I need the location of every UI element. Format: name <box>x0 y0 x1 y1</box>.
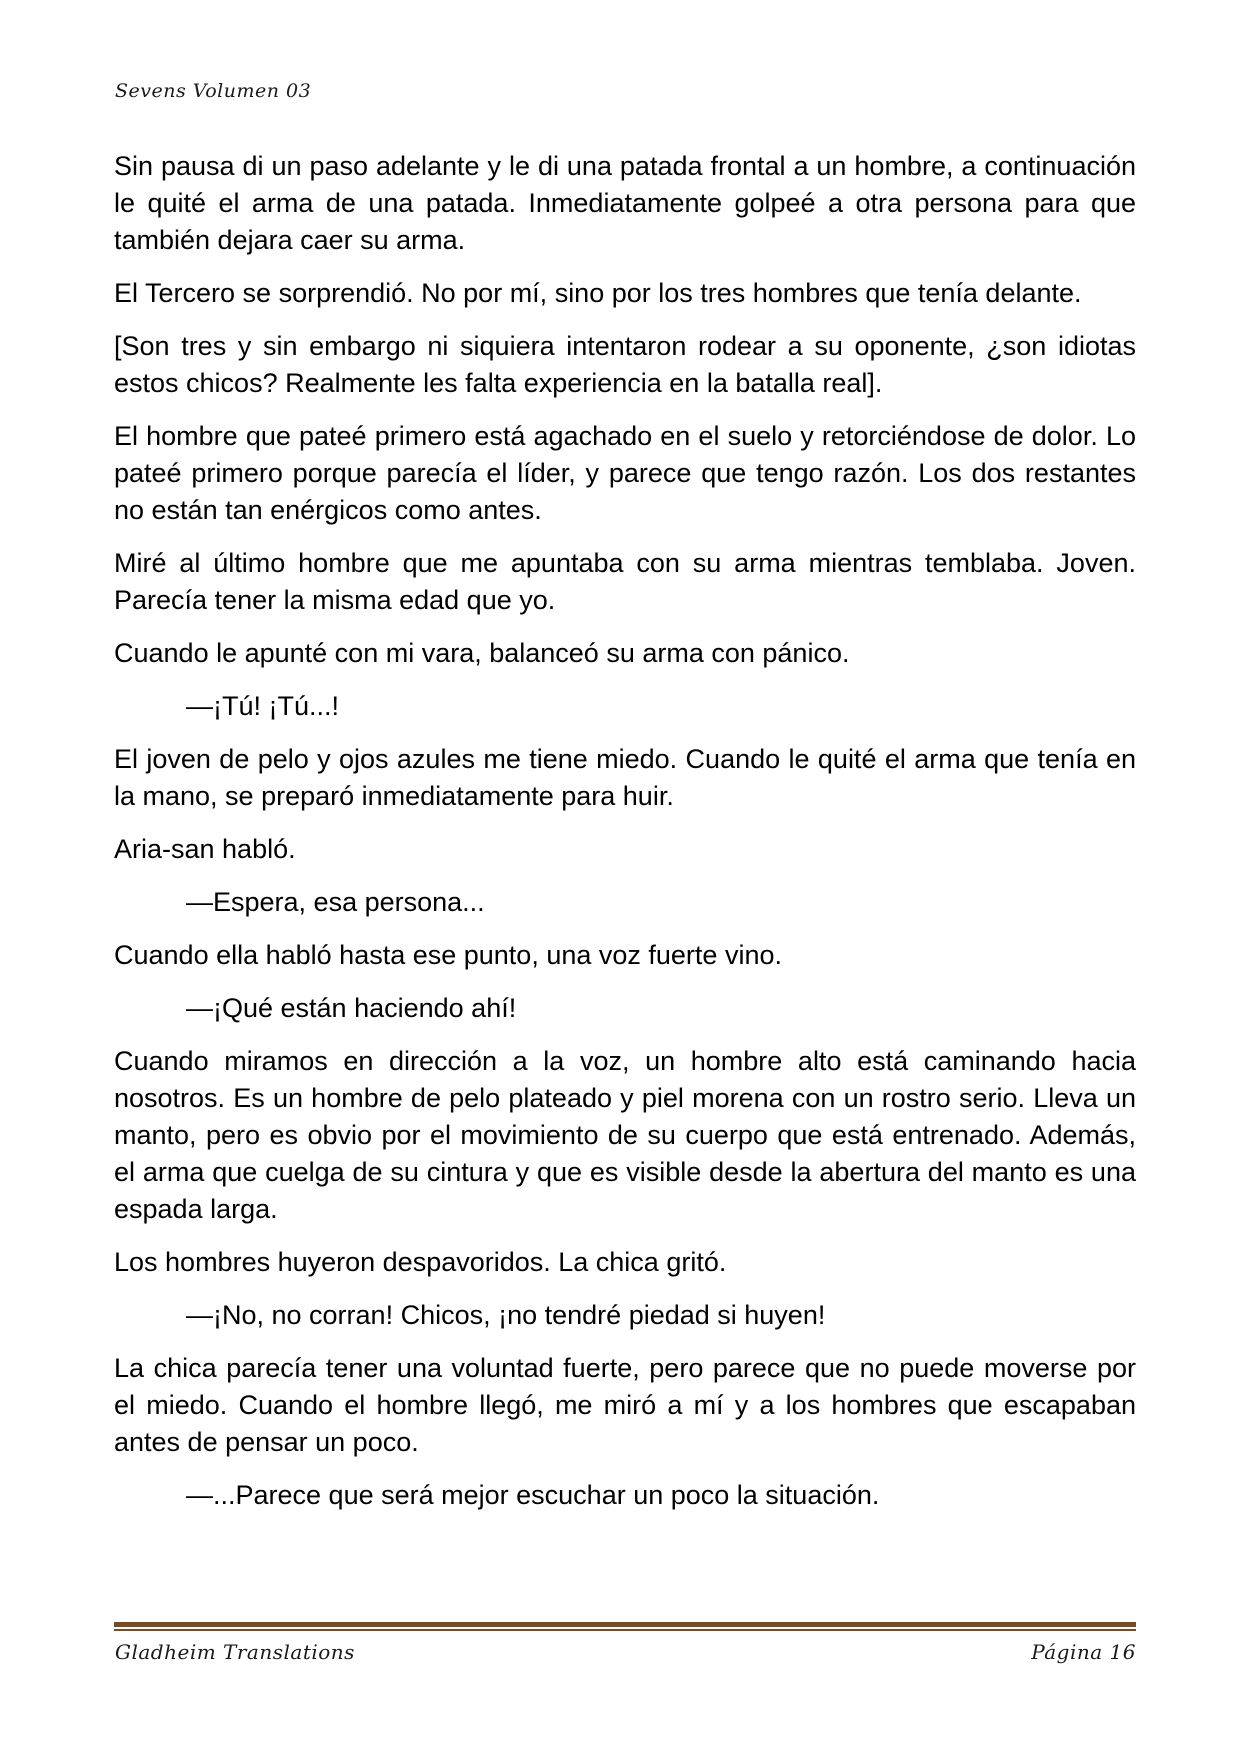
dialog-line: —Espera, esa persona... <box>186 887 485 917</box>
footer-divider-thick-line <box>114 1622 1136 1627</box>
footer-page-number: Página 16 <box>1031 1640 1136 1664</box>
page-header-title: Sevens Volumen 03 <box>115 80 312 102</box>
paragraph: Cuando ella habló hasta ese punto, una voz fuerte vino. <box>114 940 782 970</box>
paragraph: [Son tres y sin embargo ni siquiera intentaron rodear a su oponente, ¿son idiotas estos chicos? Realmente les falta experiencia en la batalla real]. <box>114 331 1136 398</box>
paragraph: El Tercero se sorprendió. No por mí, sino por los tres hombres que tenía delante. <box>114 278 1082 308</box>
paragraph: Cuando miramos en dirección a la voz, un hombre alto está caminando hacia nosotros. Es un hombre de pelo plateado y piel morena con un rostro serio. Lleva un manto, pero es obvio por el movimiento de su cuerpo que está entrenado. Además, el arma que cuelga de su cintura y que es visible desde la abertura del manto es una espada larga. <box>114 1046 1136 1224</box>
footer-divider-thin-line <box>114 1629 1136 1631</box>
footer-divider <box>114 1622 1136 1631</box>
dialog-line: —¡Tú! ¡Tú...! <box>186 691 340 721</box>
dialog-line: —¡No, no corran! Chicos, ¡no tendré piedad si huyen! <box>186 1300 826 1330</box>
paragraph: El joven de pelo y ojos azules me tiene miedo. Cuando le quité el arma que tenía en la mano, se preparó inmediatamente para huir. <box>114 744 1136 811</box>
paragraph: El hombre que pateé primero está agachado en el suelo y retorciéndose de dolor. Lo pateé primero porque parecía el líder, y parece que tengo razón. Los dos restantes no están tan enérgicos como antes. <box>114 421 1136 525</box>
dialog-line: —¡Qué están haciendo ahí! <box>186 993 517 1023</box>
footer-translator-credit: Gladheim Translations <box>115 1640 355 1664</box>
paragraph: Aria-san habló. <box>114 834 296 864</box>
paragraph: Los hombres huyeron despavoridos. La chica gritó. <box>114 1247 727 1277</box>
paragraph: Sin pausa di un paso adelante y le di una patada frontal a un hombre, a continuación le quité el arma de una patada. Inmediatamente golpeé a otra persona para que también dejara caer su arma. <box>114 151 1136 255</box>
document-body <box>114 148 1136 1530</box>
paragraph: Miré al último hombre que me apuntaba con su arma mientras temblaba. Joven. Parecía tener la misma edad que yo. <box>114 548 1136 615</box>
paragraph: Cuando le apunté con mi vara, balanceó su arma con pánico. <box>114 638 850 668</box>
paragraph: La chica parecía tener una voluntad fuerte, pero parece que no puede moverse por el miedo. Cuando el hombre llegó, me miró a mí y a los hombres que escapaban antes de pensar un poco. <box>114 1353 1136 1457</box>
dialog-line: —...Parece que será mejor escuchar un poco la situación. <box>186 1480 880 1510</box>
